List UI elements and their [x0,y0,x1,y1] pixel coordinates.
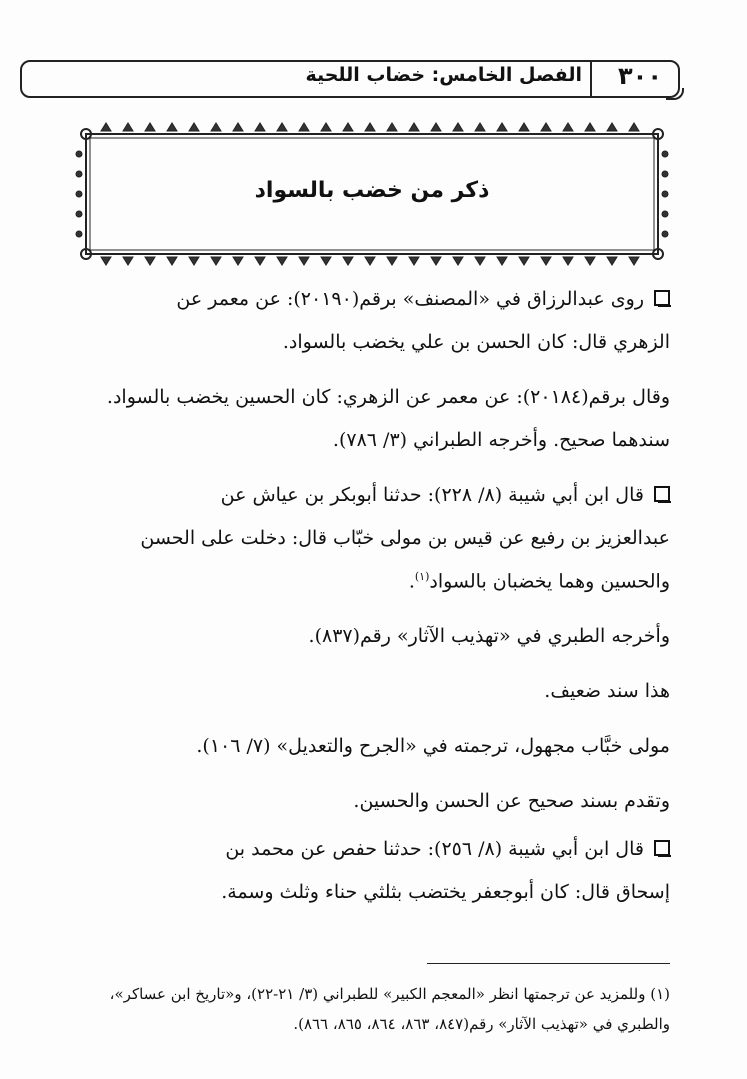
running-header [20,60,682,100]
text-line: والحسين وهما يخضبان بالسواد [429,570,670,593]
border-ornament-icon [541,257,551,265]
border-ornament-icon [167,257,177,265]
border-ornament-icon [629,123,639,131]
border-ornament-icon [233,123,243,131]
border-ornament-icon [497,257,507,265]
paragraph-line [46,881,670,903]
paragraph-line [46,527,670,549]
square-bullet-icon [654,290,670,306]
border-ornament-icon [189,257,199,265]
chapter-title: الفصل الخامس: خضاب اللحية [305,64,582,86]
border-ornament-icon [607,123,617,131]
text-line: هذا سند ضعيف. [544,680,670,702]
border-ornament-icon [167,123,177,131]
border-ornament-icon [629,257,639,265]
border-ornament-icon [409,257,419,265]
text-line: سندهما صحيح. وأخرجه الطبراني (٣/ ٧٨٦). [332,429,670,451]
footnote-separator [427,963,670,964]
border-ornament-icon [519,257,529,265]
period: . [408,570,415,593]
border-ornament-icon [277,257,287,265]
border-ornament-icon [607,257,617,265]
page-curl-ornament [666,88,684,100]
border-ornament-icon [189,123,199,131]
border-ornament-icon [76,231,82,237]
border-ornament-icon [453,123,463,131]
section-title-frame [72,120,672,268]
border-ornament-icon [123,123,133,131]
border-ornament-icon [101,257,111,265]
border-ornament-icon [431,123,441,131]
square-bullet-icon [654,486,670,502]
text-line: الزهري قال: كان الحسن بن علي يخضب بالسواد. [282,331,670,353]
border-ornament-icon [255,123,265,131]
border-ornament-icon [211,257,221,265]
border-ornament-icon [431,257,441,265]
paragraph-line [46,386,670,408]
border-ornament-icon [101,123,111,131]
border-ornament-icon [662,211,668,217]
border-ornament-icon [563,123,573,131]
text-line: إسحاق قال: كان أبوجعفر يختضب بثلثي حناء وثلث وسمة. [221,881,670,903]
border-ornament-icon [387,257,397,265]
border-ornament-icon [76,151,82,157]
footnote-marker: (١) [414,570,430,583]
text-line: قال ابن أبي شيبة (٨/ ٢٢٨): حدثنا أبوبكر بن عياش عن [220,484,644,506]
text-line: قال ابن أبي شيبة (٨/ ٢٥٦): حدثنا حفص عن محمد بن [225,838,644,860]
border-ornament-icon [233,257,243,265]
text-line: عبدالعزيز بن رفيع عن قيس بن مولى خبّاب قال: دخلت على الحسن [140,527,670,549]
text-line: وتقدم بسند صحيح عن الحسن والحسين. [353,790,670,812]
border-ornament-icon [662,231,668,237]
paragraph-line [46,838,670,860]
border-ornament-icon [321,123,331,131]
paragraph-line [46,790,670,812]
paragraph-line [46,331,670,353]
border-ornament-icon [211,123,221,131]
border-ornament-icon [145,123,155,131]
border-ornament-icon [585,123,595,131]
border-ornament-icon [563,257,573,265]
section-title: ذكر من خضب بالسواد [254,178,490,203]
border-ornament-icon [299,257,309,265]
border-ornament-icon [453,257,463,265]
border-ornament-icon [497,123,507,131]
paragraph-line [46,288,670,310]
border-ornament-icon [76,171,82,177]
border-ornament-icon [409,123,419,131]
border-ornament-icon [76,211,82,217]
border-ornament-icon [541,123,551,131]
page-number: ٣٠٠ [618,62,662,90]
text-line: وأخرجه الطبري في «تهذيب الآثار» رقم(٨٣٧). [308,625,670,647]
paragraph-line [46,680,670,702]
border-ornament-icon [475,123,485,131]
border-ornament-icon [255,257,265,265]
text-line: روى عبدالرزاق في «المصنف» برقم(٢٠١٩٠): عن معمر عن [176,288,644,310]
border-ornament-icon [662,151,668,157]
border-ornament-icon [299,123,309,131]
border-ornament-icon [365,257,375,265]
border-ornament-icon [475,257,485,265]
border-ornament-icon [145,257,155,265]
border-ornament-icon [662,171,668,177]
border-ornament-icon [343,257,353,265]
border-ornament-icon [387,123,397,131]
paragraph-line [46,570,670,592]
header-divider [590,60,592,98]
border-ornament-icon [519,123,529,131]
paragraph-line [46,735,670,757]
square-bullet-icon [654,840,670,856]
text-line: مولى خبَّاب مجهول، ترجمته في «الجرح والتعديل» (٧/ ١٠٦). [196,735,670,757]
footnote-line: والطبري في «تهذيب الآثار» رقم(٨٤٧، ٨٦٣، ٨٦٤، ٨٦٥، ٨٦٦). [293,1015,670,1033]
footnote-line: (١) وللمزيد عن ترجمتها انظر «المعجم الكبير» للطبراني (٣/ ٢١-٢٢)، و«تاريخ ابن عساكر»، [109,985,670,1003]
border-ornament-icon [321,257,331,265]
border-ornament-icon [585,257,595,265]
paragraph-line [46,625,670,647]
border-ornament-icon [123,257,133,265]
paragraph-line [46,484,670,506]
border-ornament-icon [365,123,375,131]
paragraph-line [46,429,670,451]
text-line: وقال برقم(٢٠١٨٤): عن معمر عن الزهري: كان الحسين يخضب بالسواد. [106,386,670,408]
border-ornament-icon [277,123,287,131]
border-ornament-icon [343,123,353,131]
